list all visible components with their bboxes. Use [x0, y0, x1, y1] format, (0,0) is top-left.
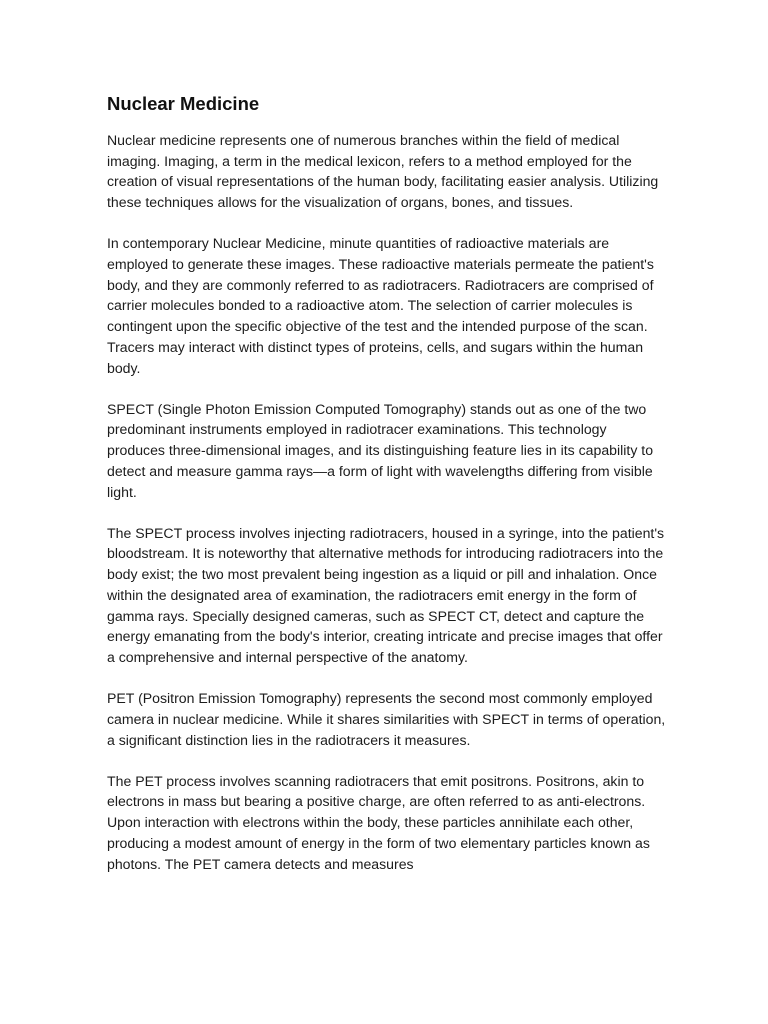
- paragraph-pet: PET (Positron Emission Tomography) represents the second most commonly employed camera in nuclear medicine. While it shares similarities with SPECT in terms of operation, a significant distinction lies in the radiotracers it measures.: [107, 690, 666, 748]
- paragraph-spect: SPECT (Single Photon Emission Computed Tomography) stands out as one of the two predominant instruments employed in radiotracer examinations. This technology produces three-dimensional images, and its distinguishing feature lies in its capability to detect and measure gamma rays—a form of light with wavelengths differing from visible light.: [107, 400, 654, 500]
- paragraph-intro: Nuclear medicine represents one of numerous branches within the field of medical imaging. Imaging, a term in the medical lexicon, refers to a method employed for the creation of visual representations of the human body, facilitating easier analysis. Utilizing these techniques allows for the visualization of organs, bones, and tissues.: [107, 132, 659, 211]
- paragraph-radiotracers: In contemporary Nuclear Medicine, minute quantities of radioactive materials are employed to generate these images. These radioactive materials permeate the patient's body, and they are commonly referred to as radiotracers. Radiotracers are comprised of carrier molecules bonded to a radioactive atom. The selection of carrier molecules is contingent upon the specific objective of the test and the intended purpose of the scan. Tracers may interact with distinct types of proteins, cells, and sugars within the human body.: [107, 235, 654, 376]
- document-title: Nuclear Medicine: [107, 93, 260, 114]
- paragraph-spect-process: The SPECT process involves injecting radiotracers, housed in a syringe, into the patient's bloodstream. It is noteworthy that alternative methods for introducing radiotracers into the body exist; the two most prevalent being ingestion as a liquid or pill and inhalation. Once within the designated area of examination, the radiotracers emit energy in the form of gamma rays. Specially designed cameras, such as SPECT CT, detect and capture the energy emanating from the body's interior, creating intricate and precise images that offer a comprehensive and internal perspective of the anatomy.: [107, 524, 665, 665]
- paragraph-pet-process: The PET process involves scanning radiotracers that emit positrons. Positrons, akin to electrons in mass but bearing a positive charge, are often referred to as anti-electrons. Upon interaction with electrons within the body, these particles annihilate each other, producing a modest amount of energy in the form of two elementary particles known as photons. The PET camera detects and measures: [107, 772, 650, 872]
